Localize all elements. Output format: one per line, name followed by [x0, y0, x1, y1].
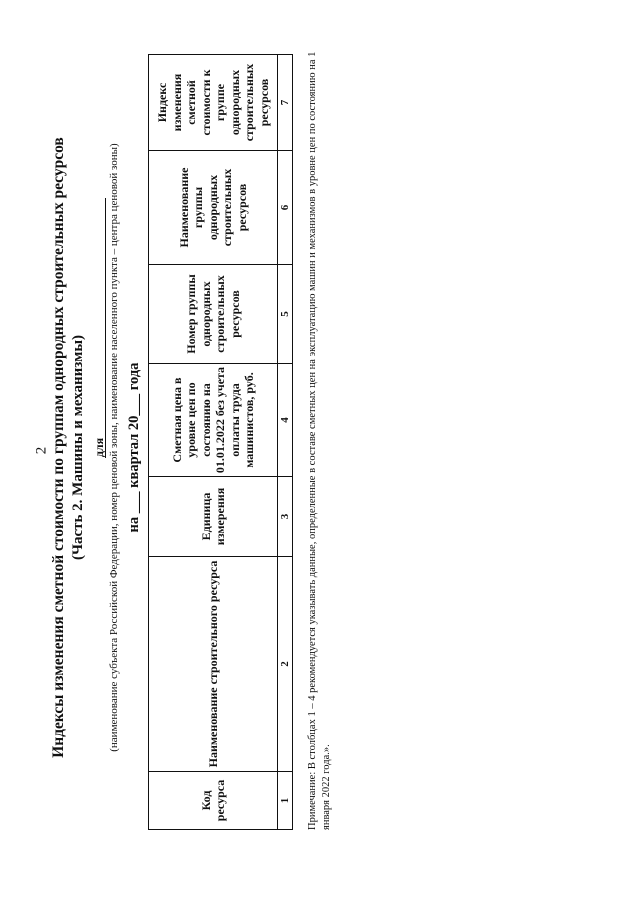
rotated-document-sheet [40, 35, 340, 860]
page-number: 2 [33, 446, 50, 455]
table-number-row [278, 55, 293, 830]
header-group-number: Номер группы однородных строительных ресурсов [149, 265, 278, 364]
header-index: Индекс изменения сметной стоимости к группе однородных строительных ресурсов [149, 55, 278, 151]
header-resource-code: Код ресурса [149, 772, 278, 830]
document-subtitle: (Часть 2. Машины и механизмы) [70, 334, 86, 561]
column-number-1: 1 [278, 772, 293, 830]
document-title: Индексы изменения сметной стоимости по группам однородных строительных ресурсов [50, 137, 67, 758]
quarter-line: на ___ квартал 20___ года [126, 362, 142, 533]
column-number-3: 3 [278, 477, 293, 557]
column-number-4: 4 [278, 364, 293, 477]
header-resource-name: Наименование строительного ресурса [149, 557, 278, 772]
column-number-2: 2 [278, 557, 293, 772]
header-group-name: Наименование группы однородных строительных ресурсов [149, 151, 278, 265]
column-number-6: 6 [278, 151, 293, 265]
table-header-row [149, 55, 278, 830]
indices-table [148, 54, 293, 830]
header-estimated-price: Сметная цена в уровне цен по состоянию на 01.01.2022 без учета оплаты труда машинистов, руб. [149, 364, 278, 477]
column-number-7: 7 [278, 55, 293, 151]
header-unit: Единица измерения [149, 477, 278, 557]
region-fill-line [105, 198, 106, 458]
column-number-5: 5 [278, 265, 293, 364]
region-hint: (наименование субъекта Российской Федерации, номер ценовой зоны, наименование населенного пункта – центра ценовой зоны) [108, 143, 120, 752]
for-label: для [92, 437, 106, 458]
table-note: Примечание: В столбцах 1 – 4 рекомендуется указывать данные, определенные в составе сметных цен на эксплуатацию машин и механизмов в уровне цен по состоянию на 1 января 2022 года.». [307, 51, 332, 830]
